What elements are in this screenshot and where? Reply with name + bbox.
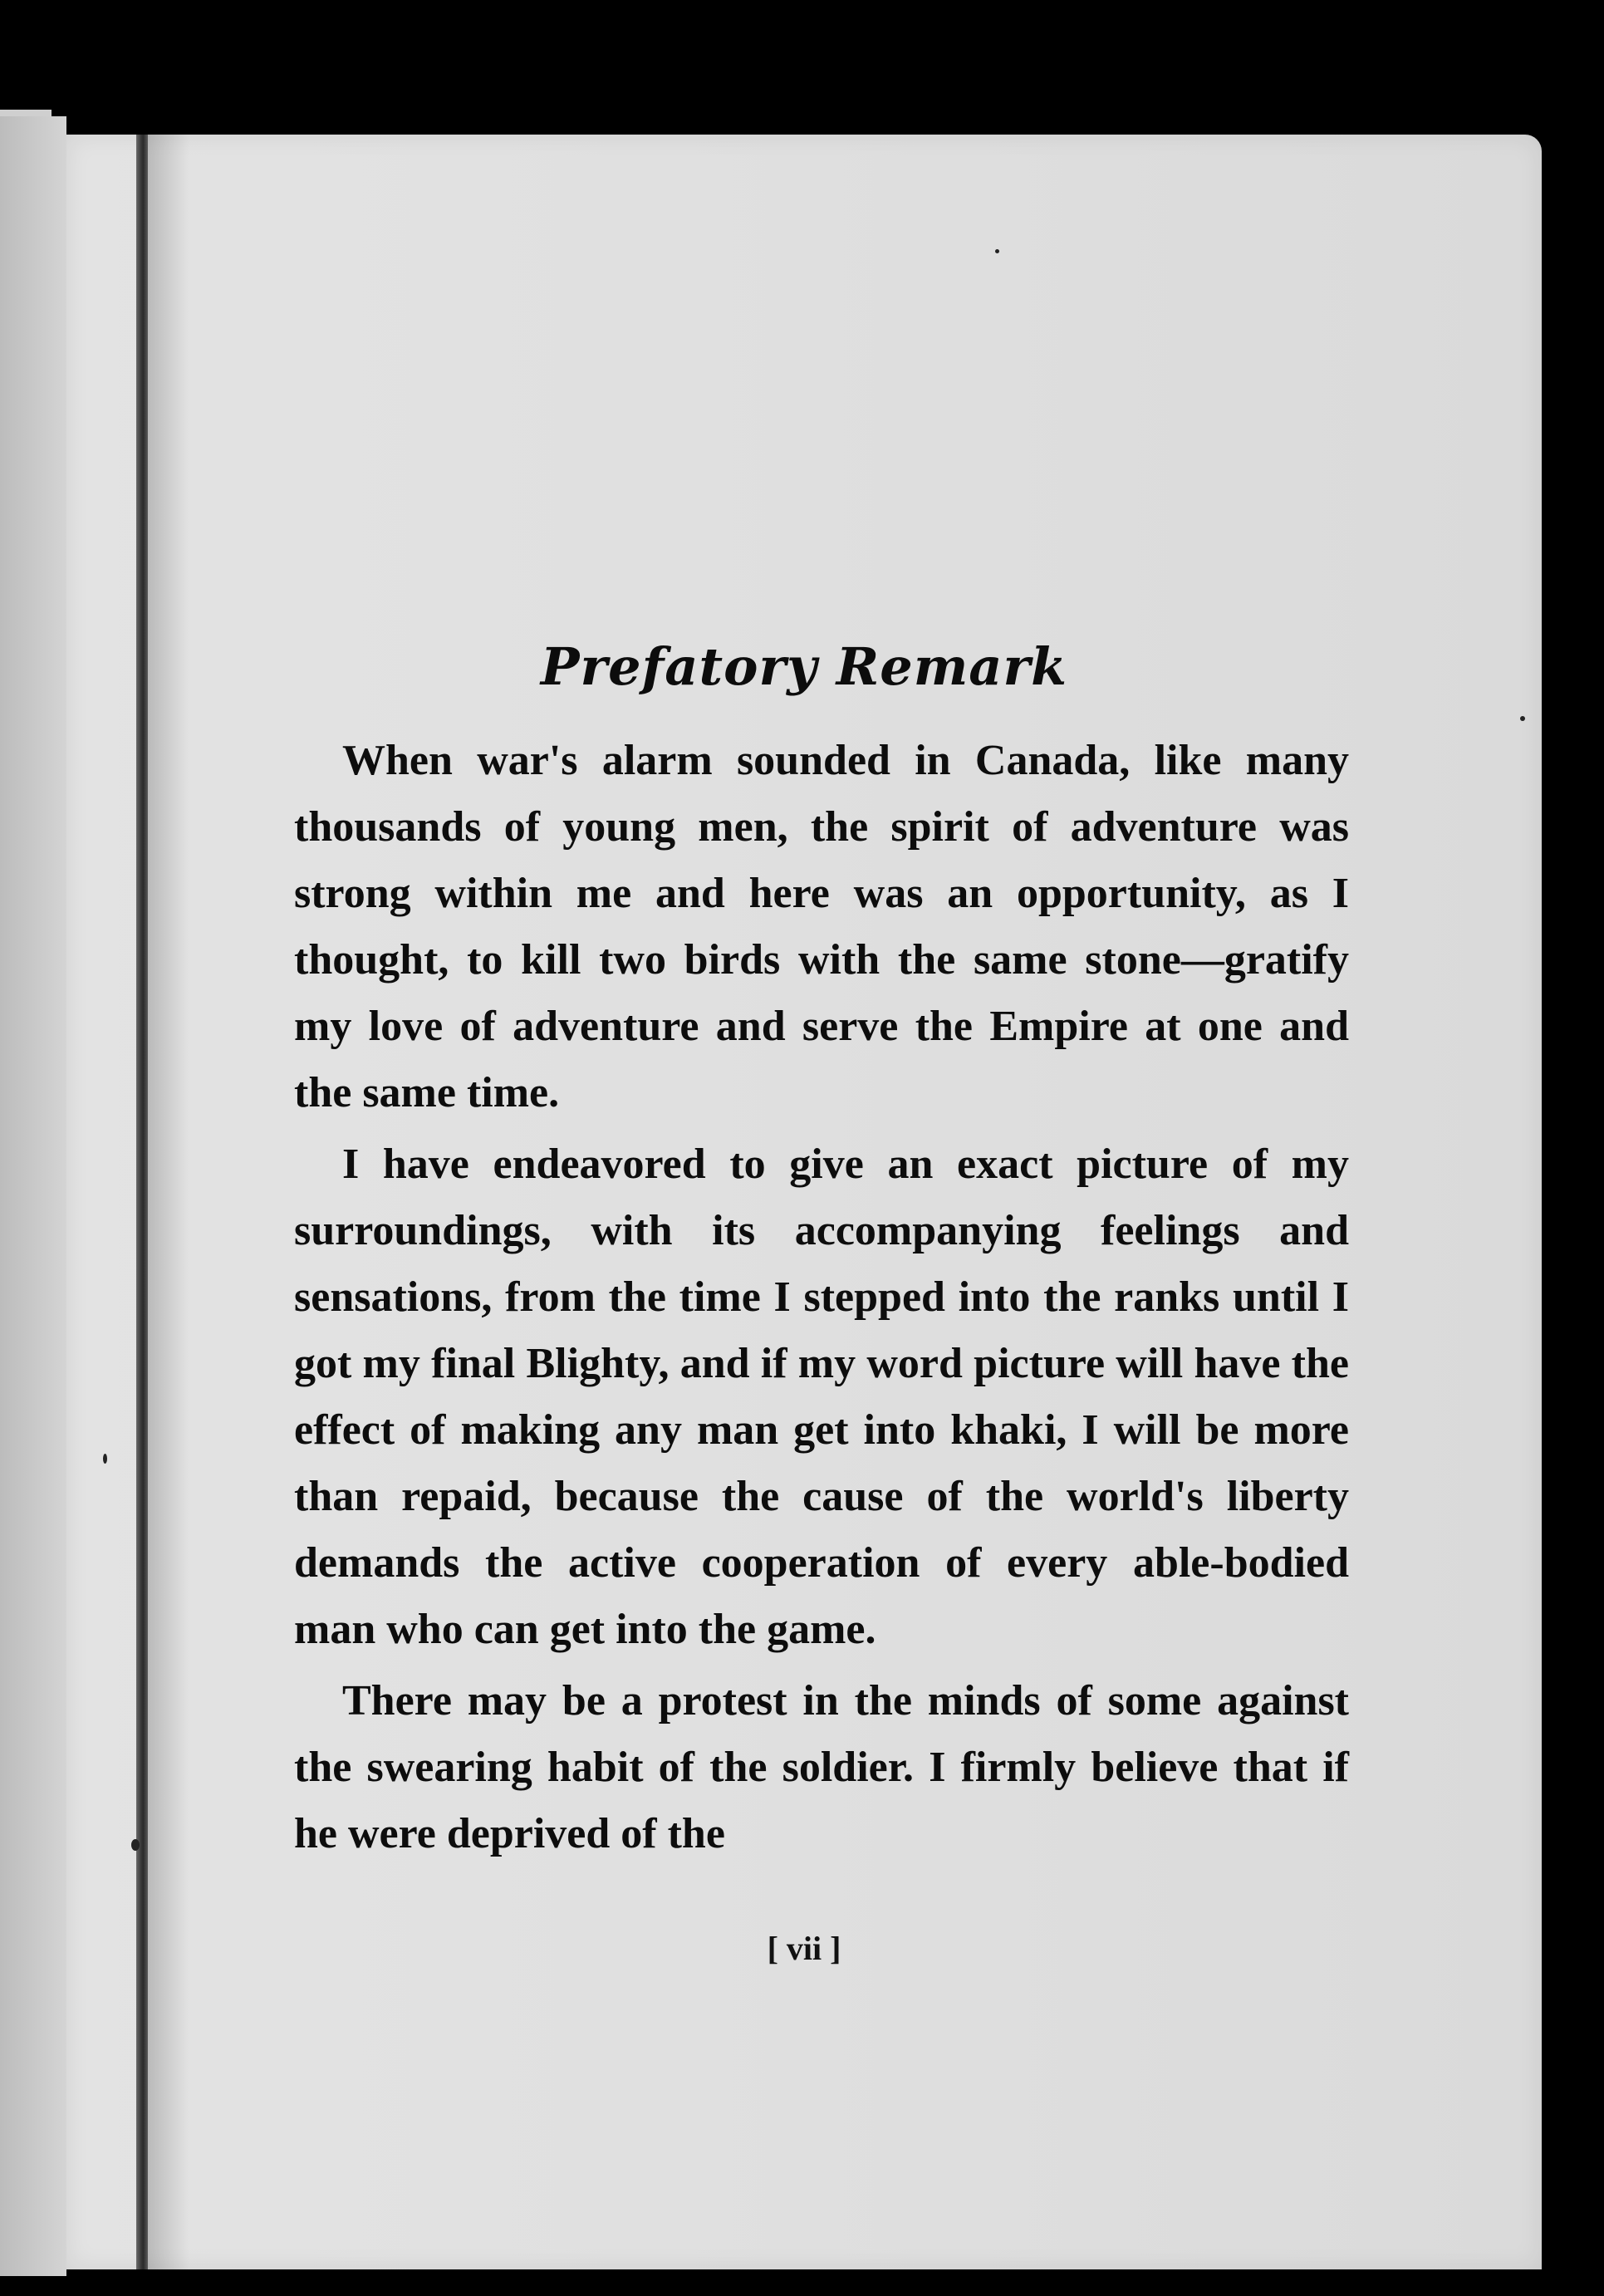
paragraph: I have endeavored to give an exact picture of my surroundings, with its accompanying feelings and sensations, from the time I stepped into the ranks until I got my final Blighty, and if my word picture will have the effect of making any man get into khaki, I will be more than repaid, because the cause of the world's liberty demands the active cooperation of every able-bodied man who can get into the game. <box>294 1141 1349 1653</box>
dust-speck <box>131 1839 140 1851</box>
page-number: [ vii ] <box>767 1930 841 1967</box>
dust-speck <box>103 1454 107 1464</box>
book-page <box>66 135 1542 2269</box>
page-heading: Prefatory Remark <box>540 636 1068 697</box>
paragraph: There may be a protest in the minds of some against the swearing habit of the soldier. I firmly believe that if he were deprived of the <box>294 1677 1349 1857</box>
dust-speck <box>1520 716 1525 721</box>
body-text <box>294 728 1349 1872</box>
dust-speck <box>995 249 999 253</box>
paragraph: When war's alarm sounded in Canada, like many thousands of young men, the spirit of adventure was strong within me and here was an opportunity, as I thought, to kill two birds with the same stone—gratify my love of adventure and serve the Empire at one and the same time. <box>294 737 1349 1116</box>
previous-page-edge <box>0 116 66 2276</box>
